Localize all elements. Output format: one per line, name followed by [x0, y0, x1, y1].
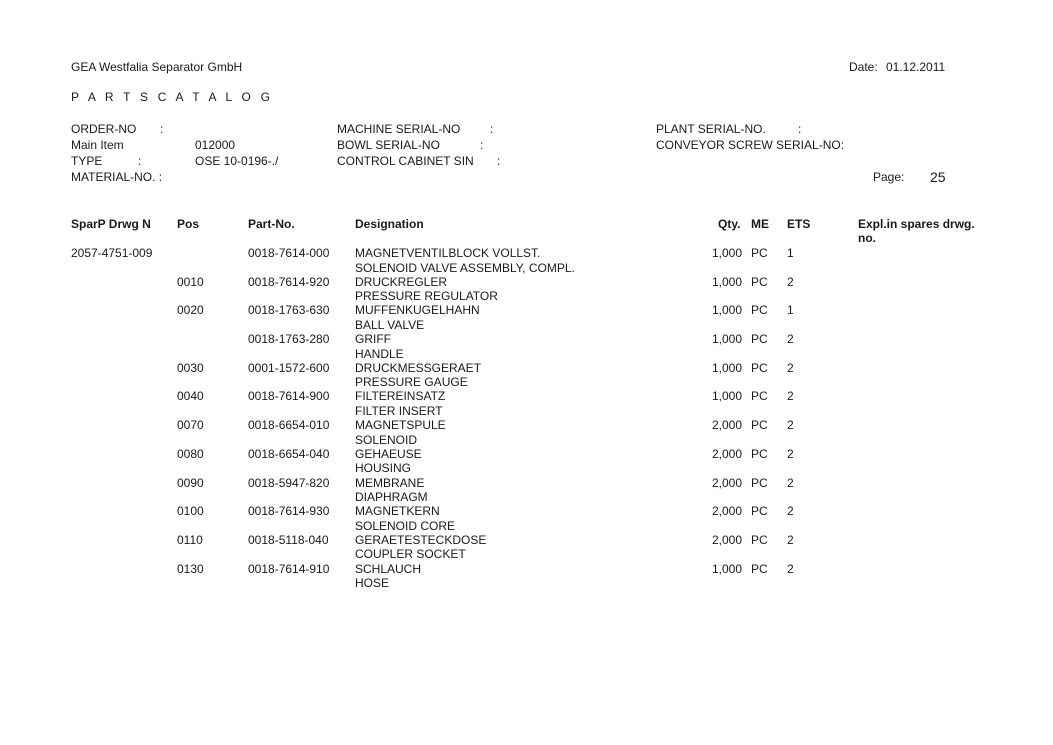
- cell-qty: 1,000: [711, 561, 742, 576]
- designation-english: PRESSURE GAUGE: [355, 375, 468, 390]
- main-item-label: Main Item: [71, 138, 124, 152]
- table-row: [0, 562, 1053, 591]
- page-label: Page:: [873, 170, 905, 184]
- plant-serial-label: PLANT SERIAL-NO.: [656, 122, 766, 136]
- designation-english: SOLENOID: [355, 432, 418, 447]
- cell-part-no: 0018-7614-930: [248, 504, 330, 519]
- col-header-qty: Qty.: [718, 217, 741, 231]
- cell-designation: [355, 389, 445, 418]
- designation-german: MAGNETVENTILBLOCK VOLLST.: [355, 246, 541, 260]
- cell-designation: [355, 533, 486, 562]
- cell-designation: [355, 504, 455, 533]
- cell-qty: 1,000: [711, 332, 742, 347]
- designation-german: GRIFF: [355, 332, 391, 347]
- cell-pos: 0030: [177, 360, 204, 375]
- cell-me: PC: [751, 246, 768, 260]
- col-header-ets: ETS: [787, 217, 811, 231]
- cell-ets: 1: [787, 246, 794, 260]
- cell-me: PC: [751, 532, 768, 547]
- cell-ets: 2: [787, 389, 794, 404]
- type-colon: :: [138, 154, 142, 168]
- cell-pos: 0080: [177, 446, 204, 461]
- cell-qty: 1,000: [711, 389, 742, 404]
- col-header-me: ME: [751, 217, 769, 231]
- col-header-pos: Pos: [177, 217, 200, 231]
- cell-part-no: 0018-1763-280: [248, 332, 330, 347]
- designation-german: MEMBRANE: [355, 475, 425, 490]
- cell-ets: 2: [787, 332, 794, 347]
- cell-ets: 2: [787, 274, 794, 289]
- cell-qty: 2,000: [711, 475, 742, 490]
- cell-qty: 1,000: [711, 303, 742, 318]
- table-row: [0, 246, 1053, 275]
- machine-serial-colon: :: [490, 122, 494, 136]
- cell-designation: [355, 275, 498, 304]
- col-header-designation: Designation: [355, 217, 424, 231]
- cell-designation: [355, 303, 480, 332]
- type-value: OSE 10-0196-./: [195, 154, 279, 168]
- cell-ets: 2: [787, 504, 794, 519]
- designation-german: DRUCKMESSGERAET: [355, 360, 482, 375]
- cell-designation: [355, 562, 421, 591]
- cell-ets: 2: [787, 561, 794, 576]
- cell-part-no: 0018-7614-900: [248, 389, 330, 404]
- cell-qty: 2,000: [711, 532, 742, 547]
- cell-part-no: 0018-5947-820: [248, 475, 330, 490]
- designation-english: HOUSING: [355, 461, 412, 476]
- cell-sparp: 2057-4751-009: [71, 246, 153, 260]
- designation-english: HOSE: [355, 576, 390, 591]
- page-number: 25: [930, 169, 946, 185]
- table-row: [0, 476, 1053, 505]
- cell-me: PC: [751, 504, 768, 519]
- cell-part-no: 0018-6654-010: [248, 418, 330, 433]
- material-no-label: MATERIAL-NO. :: [71, 170, 163, 184]
- type-label: TYPE: [71, 154, 103, 168]
- designation-english: SOLENOID VALVE ASSEMBLY, COMPL.: [355, 260, 575, 275]
- plant-serial-colon: :: [798, 122, 802, 136]
- designation-german: GEHAEUSE: [355, 446, 422, 461]
- order-no-colon: :: [160, 122, 164, 136]
- cell-qty: 2,000: [711, 418, 742, 433]
- bowl-serial-colon: :: [480, 138, 484, 152]
- cell-pos: 0010: [177, 274, 204, 289]
- col-header-expl-cont: no.: [858, 231, 876, 245]
- designation-german: FILTEREINSATZ: [355, 389, 446, 404]
- cell-ets: 1: [787, 303, 794, 318]
- cell-me: PC: [751, 332, 768, 347]
- cell-pos: 0110: [177, 532, 203, 547]
- cell-ets: 2: [787, 446, 794, 461]
- order-no-label: ORDER-NO: [71, 122, 137, 136]
- cell-me: PC: [751, 303, 768, 318]
- cell-part-no: 0018-5118-040: [248, 532, 329, 547]
- designation-english: BALL VALVE: [355, 317, 425, 332]
- table-row: [0, 533, 1053, 562]
- designation-german: GERAETESTECKDOSE: [355, 532, 487, 547]
- date-value: 01.12.2011: [886, 60, 946, 74]
- designation-german: SCHLAUCH: [355, 561, 422, 576]
- cell-pos: 0040: [177, 389, 204, 404]
- cell-ets: 2: [787, 360, 794, 375]
- cell-designation: [355, 418, 446, 447]
- conveyor-screw-label: CONVEYOR SCREW SERIAL-NO:: [656, 138, 845, 152]
- col-header-part-no: Part-No.: [248, 217, 295, 231]
- cell-part-no: 0018-7614-910: [248, 561, 330, 576]
- table-row: [0, 361, 1053, 390]
- cell-part-no: 0001-1572-600: [248, 360, 330, 375]
- table-row: [0, 504, 1053, 533]
- cell-pos: 0100: [177, 504, 204, 519]
- control-cabinet-label: CONTROL CABINET SIN: [337, 154, 474, 168]
- cell-part-no: 0018-7614-000: [248, 246, 330, 260]
- cell-part-no: 0018-6654-040: [248, 446, 330, 461]
- cell-pos: 0130: [177, 561, 204, 576]
- company-name: GEA Westfalia Separator GmbH: [71, 60, 243, 74]
- main-item-value: 012000: [195, 138, 236, 152]
- col-header-sparp: SparP Drwg N: [71, 217, 151, 231]
- cell-qty: 1,000: [711, 360, 742, 375]
- cell-me: PC: [751, 561, 768, 576]
- cell-qty: 2,000: [711, 446, 742, 461]
- cell-ets: 2: [787, 475, 794, 490]
- cell-qty: 1,000: [711, 246, 742, 260]
- col-header-expl: Expl.in spares drwg.: [858, 217, 975, 231]
- designation-german: MUFFENKUGELHAHN: [355, 303, 480, 318]
- cell-pos: 0090: [177, 475, 204, 490]
- table-row: [0, 389, 1053, 418]
- table-row: [0, 275, 1053, 304]
- table-row: [0, 447, 1053, 476]
- designation-german: MAGNETKERN: [355, 504, 440, 519]
- cell-pos: 0020: [177, 303, 204, 318]
- table-row: [0, 332, 1053, 361]
- cell-ets: 2: [787, 532, 794, 547]
- cell-designation: [355, 361, 481, 390]
- designation-english: HANDLE: [355, 346, 404, 361]
- designation-german: MAGNETSPULE: [355, 418, 446, 433]
- cell-qty: 2,000: [711, 504, 742, 519]
- designation-english: DIAPHRAGM: [355, 490, 428, 504]
- document-title: P A R T S C A T A L O G: [71, 90, 274, 104]
- designation-english: FILTER INSERT: [355, 403, 443, 418]
- machine-serial-label: MACHINE SERIAL-NO: [337, 122, 461, 136]
- cell-me: PC: [751, 446, 768, 461]
- bowl-serial-label: BOWL SERIAL-NO: [337, 138, 440, 152]
- table-row: [0, 303, 1053, 332]
- date-label: Date:: [849, 60, 878, 74]
- cell-me: PC: [751, 475, 768, 490]
- cell-designation: [355, 332, 404, 361]
- cell-me: PC: [751, 360, 768, 375]
- cell-designation: [355, 447, 422, 476]
- table-row: [0, 418, 1053, 447]
- designation-english: PRESSURE REGULATOR: [355, 289, 498, 304]
- cell-me: PC: [751, 274, 768, 289]
- cell-designation: [355, 246, 575, 275]
- designation-english: SOLENOID CORE: [355, 518, 456, 533]
- parts-table: [0, 246, 1053, 590]
- designation-german: DRUCKREGLER: [355, 274, 448, 289]
- cell-me: PC: [751, 389, 768, 404]
- cell-part-no: 0018-7614-920: [248, 274, 330, 289]
- cell-me: PC: [751, 418, 768, 433]
- designation-english: COUPLER SOCKET: [355, 547, 466, 562]
- cell-part-no: 0018-1763-630: [248, 303, 330, 318]
- cell-ets: 2: [787, 418, 794, 433]
- control-cabinet-colon: :: [497, 154, 501, 168]
- cell-qty: 1,000: [711, 274, 742, 289]
- cell-pos: 0070: [177, 418, 204, 433]
- cell-designation: [355, 476, 428, 505]
